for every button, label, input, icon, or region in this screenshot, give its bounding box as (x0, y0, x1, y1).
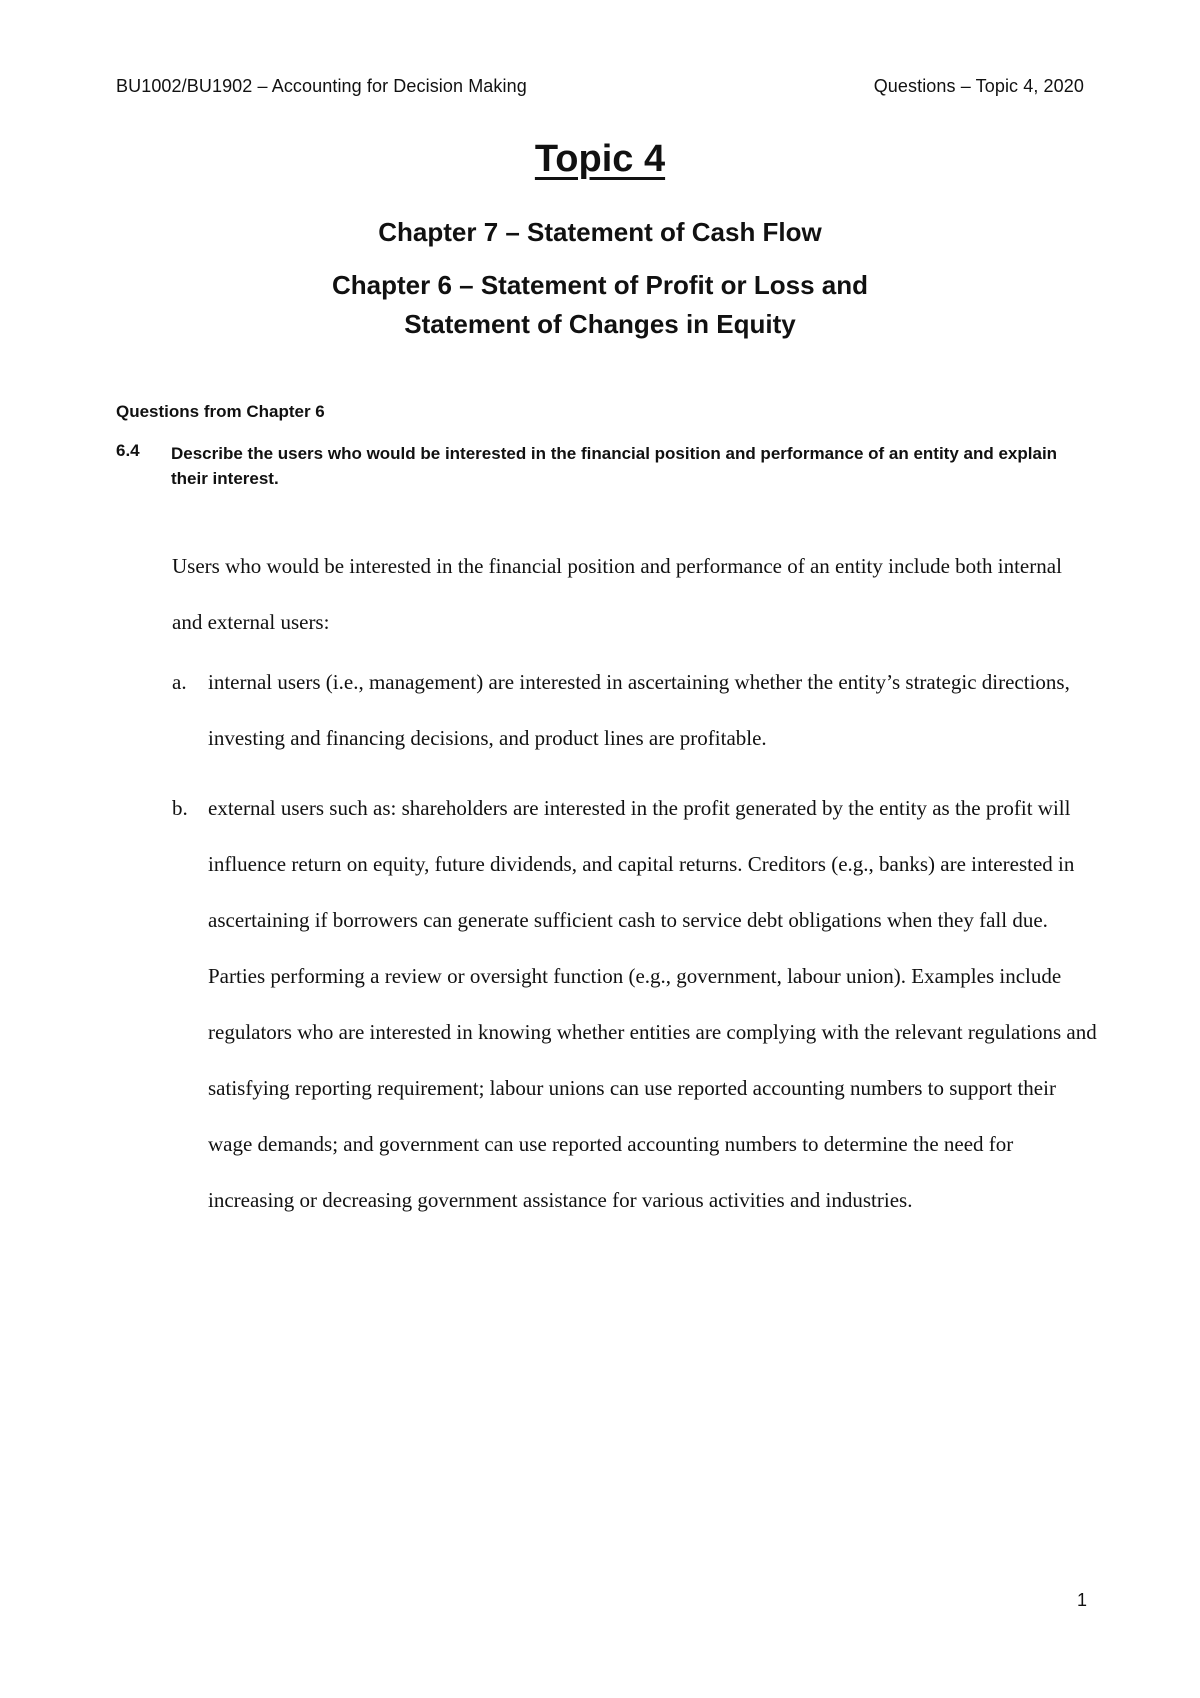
subtitle-chapter-7: Chapter 7 – Statement of Cash Flow (378, 217, 822, 247)
answer-intro: Users who would be interested in the financial position and performance of an entity include both internal and external users: (172, 554, 1062, 634)
page-header (116, 76, 1084, 97)
list-marker: b. (172, 796, 188, 820)
question-text: Describe the users who would be interested in the financial position and performance of an entity and explain their interest. (171, 444, 1058, 488)
question-number: 6.4 (116, 441, 140, 460)
section-heading: Questions from Chapter 6 (116, 402, 325, 421)
page-title: Topic 4 (534, 138, 666, 180)
answer-item-a (172, 654, 1097, 766)
subtitle-chapter-6-line-1: Chapter 6 – Statement of Profit or Loss and (332, 270, 868, 300)
header-course-title: BU1002/BU1902 – Accounting for Decision Making (116, 76, 527, 96)
answer-item-b (172, 780, 1097, 1228)
answer-item-text: internal users (i.e., management) are interested in ascertaining whether the entity’s strategic directions, investing and financing decisions, and product lines are profitable. (208, 670, 1070, 750)
list-marker: a. (172, 670, 187, 694)
question-6-4 (116, 441, 1096, 491)
subtitle-chapter-6-line-2: Statement of Changes in Equity (404, 309, 796, 339)
answer-item-text: external users such as: shareholders are interested in the profit generated by the entity as the profit will influence return on equity, future dividends, and capital returns. Creditors (e.g., banks) are interested in ascertaining if borrowers can generate sufficient cash to service debt obligations when they fall due. Parties performing a review or oversight function (e.g., government, labour union). Examples include regulators who are interested in knowing whether entities are complying with the relevant regulations and satisfying reporting requirement; labour unions can use reported accounting numbers to support their wage demands; and government can use reported accounting numbers to determine the need for increasing or decreasing government assistance for various activities and industries. (208, 796, 1097, 1212)
header-document-label: Questions – Topic 4, 2020 (873, 76, 1084, 96)
page-number: 1 (1076, 1590, 1087, 1610)
